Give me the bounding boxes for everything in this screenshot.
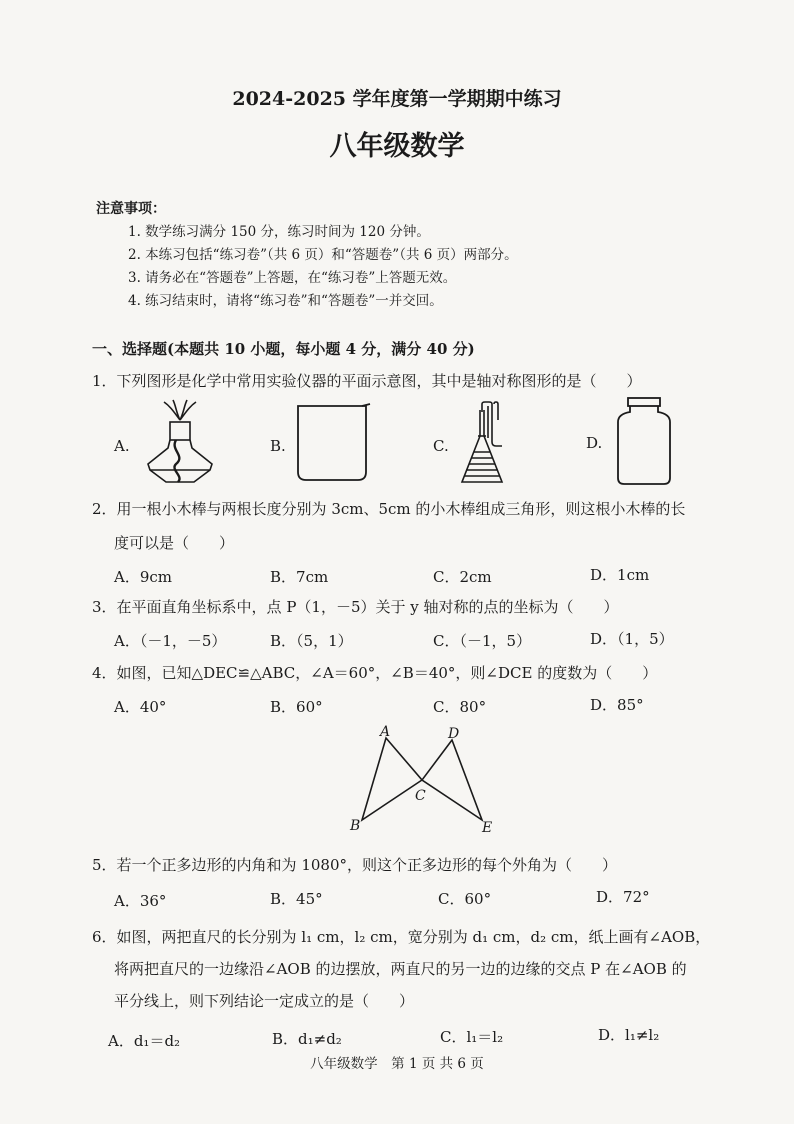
question-1-stem: 1．下列图形是化学中常用实验仪器的平面示意图，其中是轴对称图形的是（ ）	[92, 372, 642, 390]
reagent-bottle-icon	[614, 396, 674, 488]
question-6-stem-line1: 6．如图，两把直尺的长分别为 l₁ cm，l₂ cm，宽分别为 d₁ cm，d₂ cm，纸上画有∠AOB，	[92, 928, 711, 946]
q1-option-b: B.	[270, 437, 286, 455]
congruent-triangles-figure	[340, 724, 510, 836]
notice-item: 2. 本练习包括“练习卷”（共 6 页）和“答题卷”（共 6 页）两部分。	[128, 247, 518, 263]
question-3-stem: 3．在平面直角坐标系中，点 P（1，－5）关于 y 轴对称的点的坐标为（ ）	[92, 598, 619, 616]
section-title: 一、选择题(本题共 10 小题，每小题 4 分，满分 40 分)	[92, 340, 475, 358]
q2-option-c: C．2cm	[433, 568, 492, 586]
question-2-stem-line2: 度可以是（ ）	[114, 534, 235, 552]
question-4-stem: 4．如图，已知△DEC≌△ABC，∠A＝60°，∠B＝40°，则∠DCE 的度数为（ ）	[92, 664, 658, 682]
alcohol-lamp-icon	[140, 398, 220, 484]
q6-option-d: D．l₁≠l₂	[598, 1026, 660, 1044]
q2-option-b: B．7cm	[270, 568, 329, 586]
page-footer: 八年级数学 第 1 页 共 6 页	[310, 1056, 484, 1072]
q1-option-d: D.	[586, 434, 603, 452]
q5-option-d: D．72°	[596, 888, 650, 906]
exam-title: 2024-2025 学年度第一学期期中练习	[232, 88, 562, 110]
q1-option-a: A.	[114, 437, 130, 455]
question-6-stem-line3: 平分线上，则下列结论一定成立的是（ ）	[114, 992, 415, 1010]
q5-option-b: B．45°	[270, 890, 323, 908]
q3-option-b: B．（5，1）	[270, 632, 353, 650]
point-label-d: D	[448, 726, 460, 742]
q2-option-a: A．9cm	[114, 568, 173, 586]
q4-option-a: A．40°	[114, 698, 167, 716]
q3-option-a: A．（－1，－5）	[114, 632, 227, 650]
q3-option-c: C．（－1，5）	[433, 632, 532, 650]
point-label-b: B	[350, 818, 361, 834]
point-label-a: A	[380, 724, 391, 740]
q4-option-b: B．60°	[270, 698, 323, 716]
q2-option-d: D．1cm	[590, 566, 650, 584]
point-label-c: C	[415, 788, 426, 804]
point-label-e: E	[482, 820, 493, 836]
q6-option-c: C．l₁＝l₂	[440, 1028, 504, 1046]
notice-item: 3. 请务必在“答题卷”上答题，在“练习卷”上答题无效。	[128, 270, 457, 286]
q6-option-b: B．d₁≠d₂	[272, 1030, 342, 1048]
question-2-stem-line1: 2．用一根小木棒与两根长度分别为 3cm、5cm 的小木棒组成三角形，则这根小木棒的长	[92, 500, 686, 518]
question-6-stem-line2: 将两把直尺的一边缘沿∠AOB 的边摆放，两直尺的另一边的边缘的交点 P 在∠AOB 的	[114, 960, 687, 978]
q4-option-d: D．85°	[590, 696, 644, 714]
q5-option-a: A．36°	[114, 892, 167, 910]
beaker-icon	[296, 404, 372, 484]
exam-subject: 八年级数学	[329, 131, 465, 162]
notice-item: 4. 练习结束时，请将“练习卷”和“答题卷”一并交回。	[128, 293, 443, 309]
q3-option-d: D．（1，5）	[590, 630, 674, 648]
question-5-stem: 5．若一个正多边形的内角和为 1080°，则这个正多边形的每个外角为（ ）	[92, 856, 617, 874]
q4-option-c: C．80°	[433, 698, 487, 716]
notice-item: 1. 数学练习满分 150 分，练习时间为 120 分钟。	[128, 224, 430, 240]
flask-with-tube-icon	[458, 402, 518, 488]
notice-heading: 注意事项：	[96, 201, 166, 217]
q1-option-c: C.	[433, 437, 449, 455]
q5-option-c: C．60°	[438, 890, 492, 908]
q6-option-a: A．d₁＝d₂	[108, 1032, 181, 1050]
